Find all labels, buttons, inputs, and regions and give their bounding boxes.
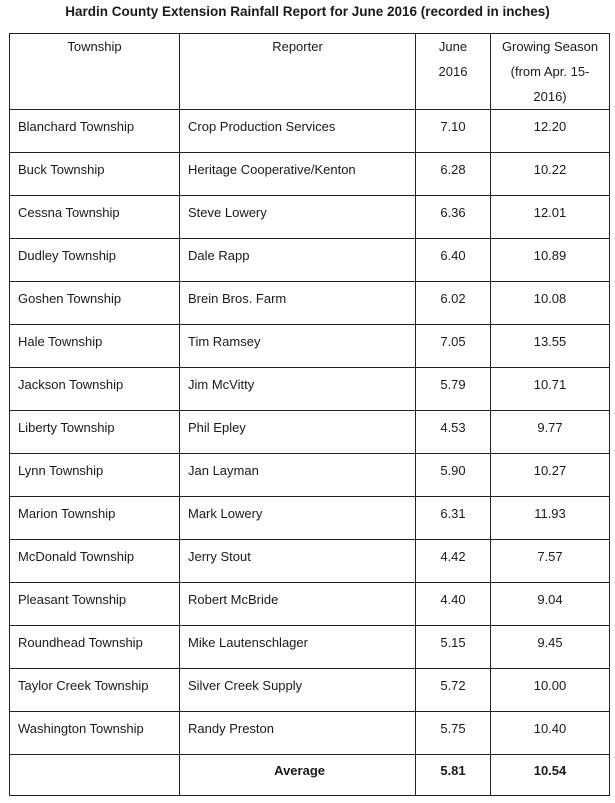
township-cell: Liberty Township [10,411,180,454]
header-township: Township [10,34,180,110]
june-rainfall-cell: 7.10 [416,110,491,153]
table-row [10,282,610,325]
table-row [10,540,610,583]
season-rainfall-cell: 10.40 [491,712,610,755]
june-rainfall-cell: 7.05 [416,325,491,368]
table-body [10,110,610,755]
report-title: Hardin County Extension Rainfall Report for June 2016 (recorded in inches) [65,4,550,19]
table-row [10,411,610,454]
reporter-cell: Crop Production Services [180,110,416,153]
season-rainfall-cell: 12.20 [491,110,610,153]
header-growing-season [491,34,610,110]
june-rainfall-cell: 5.72 [416,669,491,712]
township-cell: Taylor Creek Township [10,669,180,712]
season-rainfall-cell: 10.71 [491,368,610,411]
township-cell: Blanchard Township [10,110,180,153]
header-reporter: Reporter [180,34,416,110]
township-cell: Marion Township [10,497,180,540]
season-rainfall-cell: 9.04 [491,583,610,626]
table-row [10,110,610,153]
township-cell: Dudley Township [10,239,180,282]
township-cell: Jackson Township [10,368,180,411]
june-rainfall-cell: 4.42 [416,540,491,583]
reporter-cell: Robert McBride [180,583,416,626]
season-rainfall-cell: 9.45 [491,626,610,669]
table-row [10,712,610,755]
june-rainfall-cell: 6.36 [416,196,491,239]
township-cell: Hale Township [10,325,180,368]
reporter-cell: Jim McVitty [180,368,416,411]
rainfall-table [9,33,610,796]
season-rainfall-cell: 10.27 [491,454,610,497]
table-row [10,153,610,196]
header-june [416,34,491,110]
township-cell: Buck Township [10,153,180,196]
season-rainfall-cell: 10.00 [491,669,610,712]
june-rainfall-cell: 6.28 [416,153,491,196]
reporter-cell: Brein Bros. Farm [180,282,416,325]
june-rainfall-cell: 4.53 [416,411,491,454]
header-season-line3: 2016) [533,89,567,104]
reporter-cell: Randy Preston [180,712,416,755]
reporter-cell: Mark Lowery [180,497,416,540]
average-season: 10.54 [491,755,610,796]
table-row [10,497,610,540]
june-rainfall-cell: 5.75 [416,712,491,755]
reporter-cell: Phil Epley [180,411,416,454]
season-rainfall-cell: 12.01 [491,196,610,239]
table-row [10,196,610,239]
township-cell: Cessna Township [10,196,180,239]
average-label: Average [180,755,416,796]
township-cell: Pleasant Township [10,583,180,626]
june-rainfall-cell: 6.02 [416,282,491,325]
reporter-cell: Heritage Cooperative/Kenton [180,153,416,196]
table-row [10,325,610,368]
season-rainfall-cell: 9.77 [491,411,610,454]
average-june: 5.81 [416,755,491,796]
table-row [10,669,610,712]
header-season-line1: Growing Season [501,39,599,54]
header-season-line2: (from Apr. 15- [510,64,590,79]
table-header-row [10,34,610,110]
reporter-cell: Dale Rapp [180,239,416,282]
township-cell: McDonald Township [10,540,180,583]
season-rainfall-cell: 10.08 [491,282,610,325]
table-row [10,368,610,411]
table-row [10,583,610,626]
table-row [10,239,610,282]
header-june-line2: 2016 [438,64,468,79]
reporter-cell: Mike Lautenschlager [180,626,416,669]
township-cell: Goshen Township [10,282,180,325]
township-cell: Roundhead Township [10,626,180,669]
table-row [10,454,610,497]
season-rainfall-cell: 10.89 [491,239,610,282]
reporter-cell: Jerry Stout [180,540,416,583]
season-rainfall-cell: 11.93 [491,497,610,540]
reporter-cell: Tim Ramsey [180,325,416,368]
june-rainfall-cell: 6.40 [416,239,491,282]
reporter-cell: Steve Lowery [180,196,416,239]
season-rainfall-cell: 7.57 [491,540,610,583]
season-rainfall-cell: 13.55 [491,325,610,368]
average-empty-cell [10,755,180,796]
reporter-cell: Jan Layman [180,454,416,497]
average-row [10,755,610,796]
township-cell: Lynn Township [10,454,180,497]
township-cell: Washington Township [10,712,180,755]
june-rainfall-cell: 4.40 [416,583,491,626]
header-june-line1: June [438,39,468,54]
table-row [10,626,610,669]
june-rainfall-cell: 5.90 [416,454,491,497]
season-rainfall-cell: 10.22 [491,153,610,196]
reporter-cell: Silver Creek Supply [180,669,416,712]
june-rainfall-cell: 5.15 [416,626,491,669]
june-rainfall-cell: 5.79 [416,368,491,411]
june-rainfall-cell: 6.31 [416,497,491,540]
